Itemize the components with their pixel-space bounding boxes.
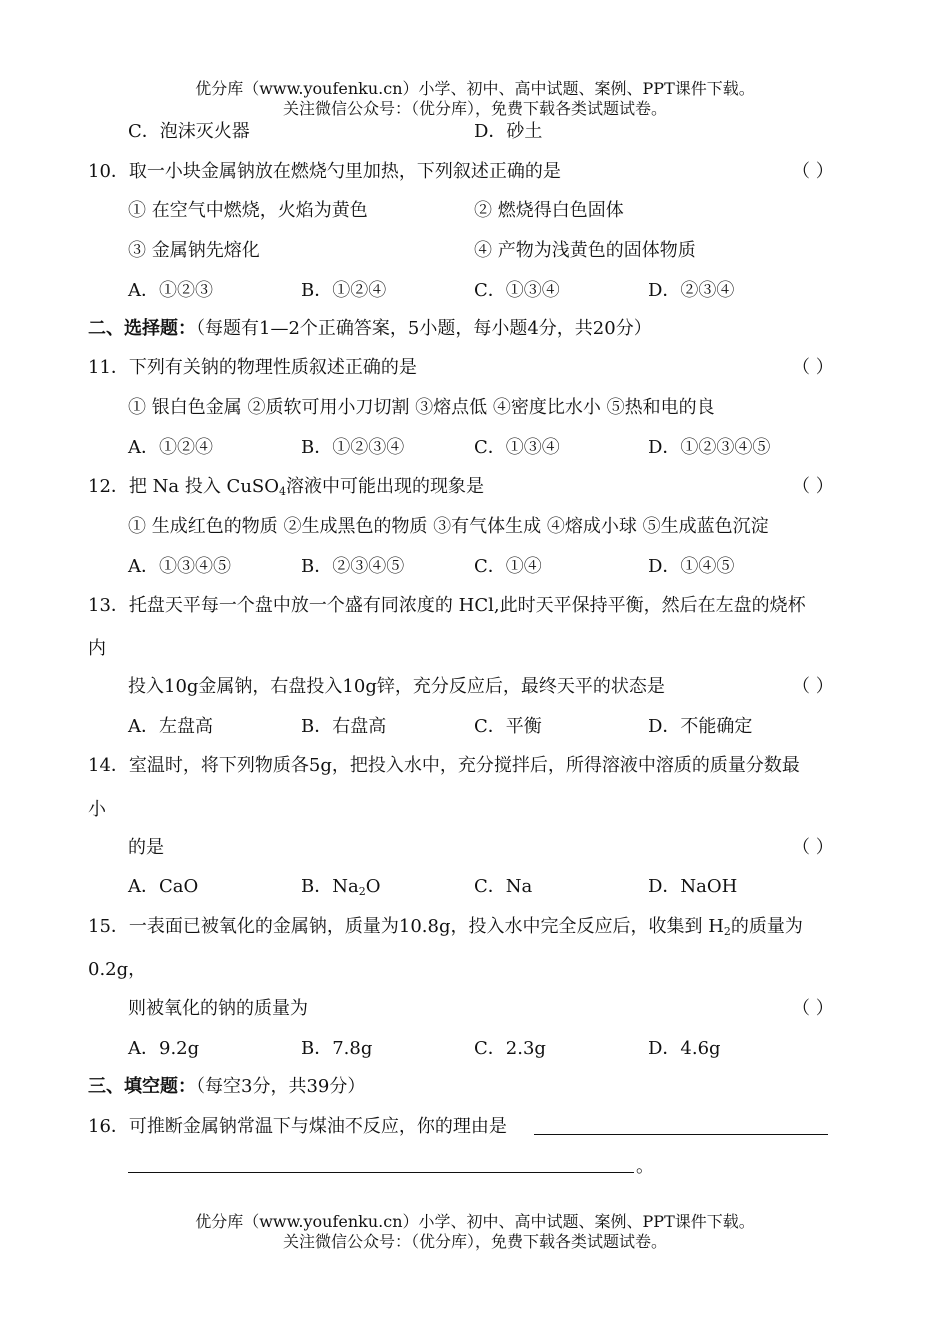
q13-answer-bracket: （ ） (792, 676, 834, 697)
q15-option-a: A．9.2g (128, 1038, 200, 1059)
q13-stem-line-3: 投入10g金属钠，右盘投入10g锌，充分反应后，最终天平的状态是 (128, 676, 665, 697)
q16-answer-blank-1[interactable] (534, 1116, 828, 1135)
q15-stem-line-3: 则被氧化的钠的质量为 (128, 998, 308, 1019)
q13-option-a: A．左盘高 (128, 716, 213, 737)
q12-option-a: A．①③④⑤ (128, 556, 231, 577)
q15-stem-post: 的质量为 (730, 916, 803, 937)
q11-option-d: D．①②③④⑤ (648, 437, 771, 458)
q10-option-d: D．②③④ (648, 280, 735, 301)
q13-option-c: C．平衡 (474, 716, 542, 737)
section-3-heading (88, 1076, 365, 1098)
q11-option-c: C．①③④ (474, 437, 560, 458)
section-3-note: （每空3分，共39分） (196, 1076, 366, 1097)
q10-statement-3: ③ 金属钠先熔化 (128, 240, 260, 261)
page-header-line-1: 优分库（www.youfenku.cn）小学、初中、高中试题、案例、PPT课件下载。 (195, 79, 755, 98)
q10-answer-bracket: （ ） (792, 161, 834, 182)
q10-option-b: B．①②④ (301, 280, 387, 301)
q13-option-d: D．不能确定 (648, 716, 753, 737)
q14-option-b-subscript: 2 (358, 885, 366, 898)
q12-stem-post: 溶液中可能出现的现象是 (286, 476, 485, 497)
q12-stem-pre: 12．把 Na 投入 CuSO (88, 476, 280, 497)
section-2-note: （每题有1—2个正确答案，5小题，每小题4分，共20分） (196, 318, 652, 339)
q12-answer-bracket: （ ） (792, 476, 834, 497)
q13-stem-line-2: 内 (88, 638, 106, 659)
q14-option-d: D．NaOH (648, 876, 738, 897)
q16-answer-blank-2[interactable] (128, 1154, 634, 1173)
q14-stem-line-1: 14．室温时，将下列物质各5g，把投入水中，充分搅拌后，所得溶液中溶质的质量分数最 (88, 755, 800, 776)
q15-stem-pre: 15．一表面已被氧化的金属钠，质量为10.8g，投入水中完全反应后，收集到 H (88, 916, 724, 937)
q9-option-d: D．砂土 (474, 121, 543, 142)
q10-statement-1: ① 在空气中燃烧，火焰为黄色 (128, 200, 368, 221)
section-2-title: 二、选择题： (88, 318, 196, 339)
q10-stem: 10．取一小块金属钠放在燃烧勺里加热，下列叙述正确的是 (88, 161, 561, 182)
q15-answer-bracket: （ ） (792, 998, 834, 1019)
q15-stem-line-2: 0.2g， (88, 959, 147, 980)
q15-stem-line-1 (88, 916, 803, 943)
q15-option-d: D．4.6g (648, 1038, 721, 1059)
q9-option-c: C．泡沫灭火器 (128, 121, 250, 142)
q13-stem-line-1: 13．托盘天平每一个盘中放一个盛有同浓度的 HCl,此时天平保持平衡，然后在左盘的烧杯 (88, 595, 806, 616)
q11-answer-bracket: （ ） (792, 357, 834, 378)
q14-option-b (301, 876, 380, 903)
q14-stem-line-3: 的是 (128, 837, 164, 858)
q12-option-d: D．①④⑤ (648, 556, 735, 577)
q10-statement-2: ② 燃烧得白色固体 (474, 200, 624, 221)
q14-stem-line-2: 小 (88, 799, 106, 820)
q15-option-b: B．7.8g (301, 1038, 373, 1059)
q14-answer-bracket: （ ） (792, 837, 834, 858)
q16-stem: 16．可推断金属钠常温下与煤油不反应，你的理由是 (88, 1116, 507, 1137)
q12-stem (88, 476, 484, 503)
q15-stem-subscript: 2 (723, 925, 731, 938)
page-footer-line-1: 优分库（www.youfenku.cn）小学、初中、高中试题、案例、PPT课件下载。 (195, 1212, 755, 1231)
q10-statement-4: ④ 产物为浅黄色的固体物质 (474, 240, 696, 261)
section-2-heading (88, 318, 652, 340)
q16-end-mark: 。 (636, 1156, 654, 1177)
q12-stem-subscript: 4 (279, 485, 287, 498)
q14-option-c: C．Na (474, 876, 533, 897)
q11-option-b: B．①②③④ (301, 437, 405, 458)
q11-stem: 11．下列有关钠的物理性质叙述正确的是 (88, 357, 417, 378)
q11-option-a: A．①②④ (128, 437, 213, 458)
page-footer-line-2: 关注微信公众号：（优分库），免费下载各类试题试卷。 (282, 1232, 667, 1251)
q12-items: ① 生成红色的物质 ②生成黑色的物质 ③有气体生成 ④熔成小球 ⑤生成蓝色沉淀 (128, 516, 769, 537)
section-3-title: 三、填空题： (88, 1076, 196, 1097)
page-header-line-2: 关注微信公众号：（优分库），免费下载各类试题试卷。 (282, 99, 667, 118)
q13-option-b: B．右盘高 (301, 716, 387, 737)
q14-option-b-pre: B．Na (301, 876, 359, 897)
q14-option-b-post: O (365, 876, 381, 897)
q10-option-c: C．①③④ (474, 280, 560, 301)
q11-items: ① 银白色金属 ②质软可用小刀切割 ③熔点低 ④密度比水小 ⑤热和电的良 (128, 397, 715, 418)
q12-option-c: C．①④ (474, 556, 542, 577)
q15-option-c: C．2.3g (474, 1038, 546, 1059)
q14-option-a: A．CaO (128, 876, 199, 897)
q12-option-b: B．②③④⑤ (301, 556, 405, 577)
q10-option-a: A．①②③ (128, 280, 213, 301)
